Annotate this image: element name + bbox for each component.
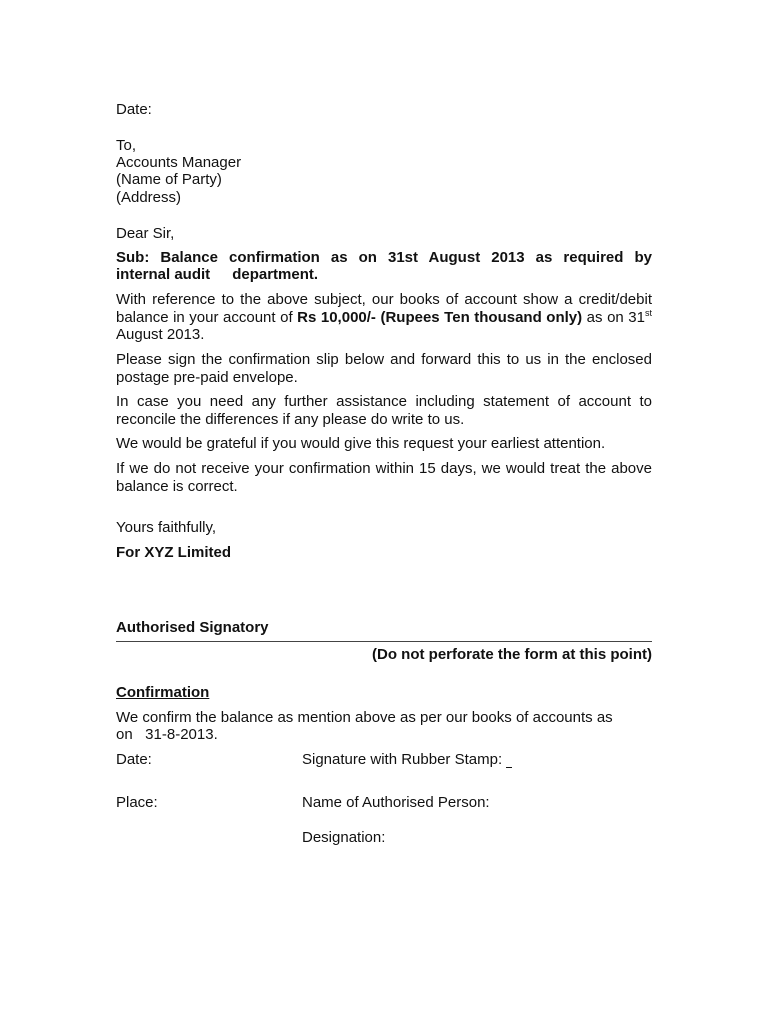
ordinal-suffix: st bbox=[644, 307, 652, 318]
recipient-title: Accounts Manager bbox=[116, 154, 242, 171]
authorised-signatory: Authorised Signatory bbox=[116, 619, 269, 636]
subject-line-2-part-b: department. bbox=[232, 266, 319, 283]
para1-text-a: With reference to the above subject, our books of account show a credit/debit balance in your account of bbox=[116, 291, 652, 326]
subject-line-2-part-a: internal audit bbox=[116, 266, 211, 283]
paragraph-balance bbox=[116, 291, 652, 344]
date-label: Date: bbox=[116, 101, 152, 118]
to-line: To, bbox=[116, 137, 137, 154]
recipient-address: (Address) bbox=[116, 189, 182, 206]
para1-text-b: as on 31 bbox=[582, 308, 645, 326]
company-name: For XYZ Limited bbox=[116, 544, 232, 561]
confirmation-text-line-1: We confirm the balance as mention above as per our books of accounts as bbox=[116, 709, 613, 726]
place-label: Place: bbox=[116, 794, 158, 811]
paragraph-sign-slip: Please sign the confirmation slip below and forward this to us in the enclosed postage pre-paid envelope. bbox=[116, 351, 652, 386]
paragraph-assistance: In case you need any further assistance including statement of account to reconcile the differences if any please do write to us. bbox=[116, 393, 652, 428]
signature-stamp-text: Signature with Rubber Stamp: bbox=[302, 751, 507, 768]
salutation: Dear Sir, bbox=[116, 225, 175, 242]
subject-line-1: Sub: Balance confirmation as on 31st August 2013 as required by bbox=[116, 249, 652, 266]
perforation-note: (Do not perforate the form at this point) bbox=[372, 646, 652, 663]
designation-label: Designation: bbox=[302, 829, 386, 846]
confirmation-date-label: Date: bbox=[116, 751, 152, 768]
subject-line-2 bbox=[116, 266, 318, 283]
recipient-name: (Name of Party) bbox=[116, 171, 222, 188]
paragraph-deadline: If we do not receive your confirmation within 15 days, we would treat the above balance is correct. bbox=[116, 460, 652, 495]
signature-stamp-label bbox=[302, 751, 512, 768]
signature-blank bbox=[506, 753, 512, 768]
perforation-line bbox=[116, 641, 652, 642]
para1-text-c: August 2013. bbox=[116, 326, 205, 343]
paragraph-attention: We would be grateful if you would give this request your earliest attention. bbox=[116, 435, 606, 452]
confirmation-text-line-2: on 31-8-2013. bbox=[116, 726, 218, 743]
authorised-person-label: Name of Authorised Person: bbox=[302, 794, 490, 811]
closing: Yours faithfully, bbox=[116, 519, 217, 536]
balance-amount: Rs 10,000/- (Rupees Ten thousand only) bbox=[297, 308, 583, 326]
confirmation-heading: Confirmation bbox=[116, 684, 210, 701]
